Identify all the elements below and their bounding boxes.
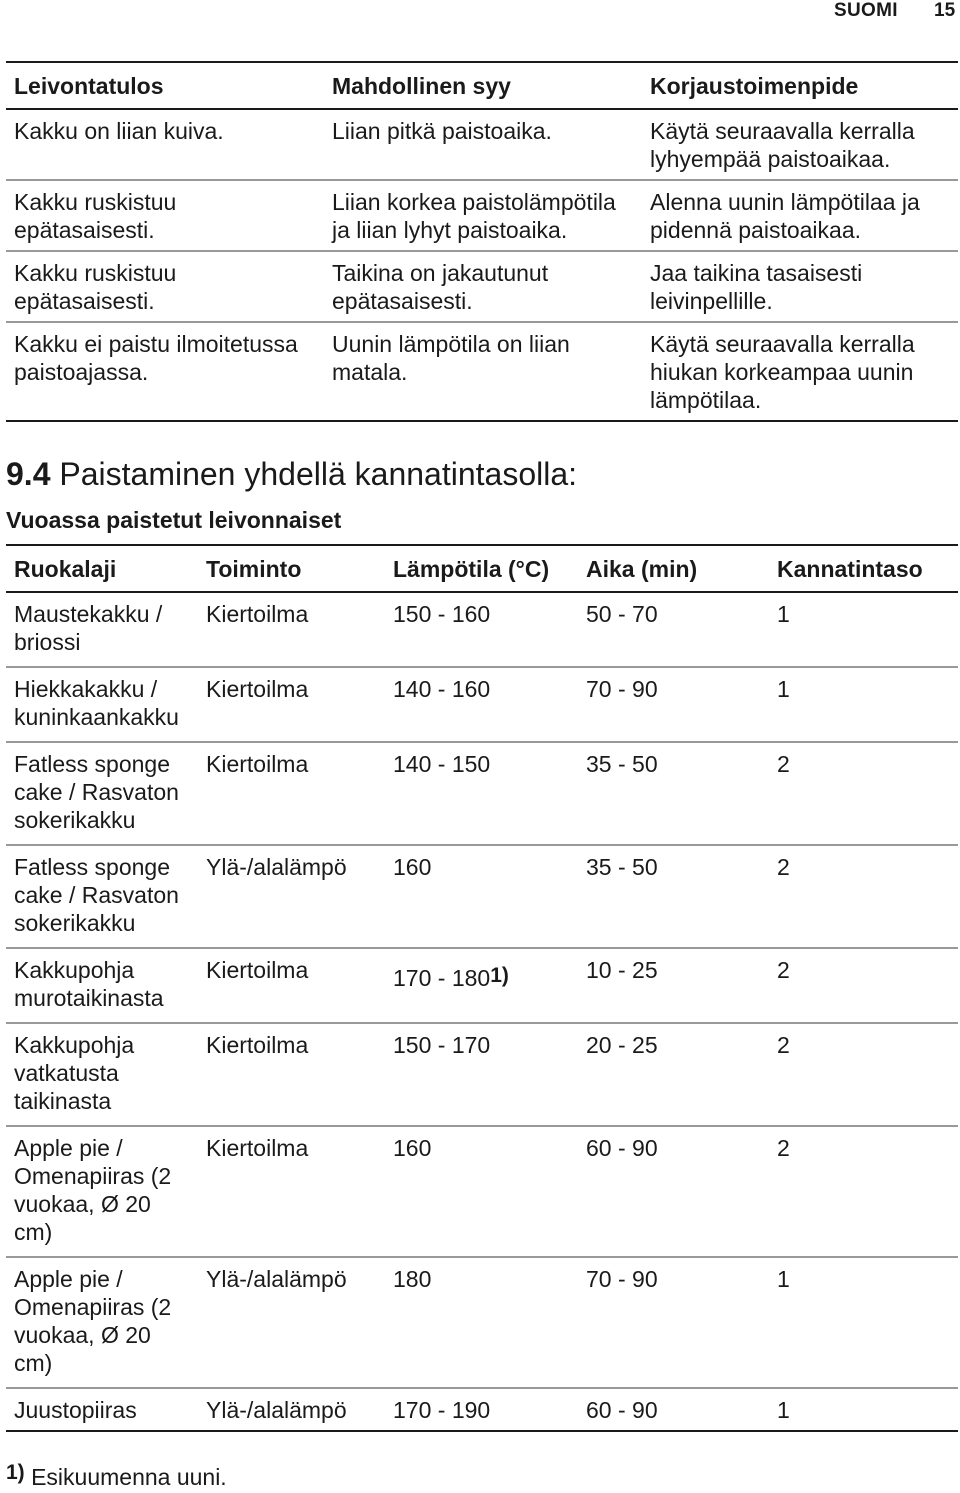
- level-cell: 2: [777, 957, 790, 983]
- table-header-row: [6, 545, 958, 592]
- cause-cell: Uunin lämpötila on liian matala.: [332, 331, 570, 385]
- time-cell: 20 - 25: [586, 1032, 658, 1058]
- dish-cell: Apple pie / Omenapiiras (2 vuokaa, Ø 20 cm): [14, 1135, 172, 1245]
- temperature-cell: 160: [393, 854, 432, 880]
- result-cell: Kakku on liian kuiva.: [14, 118, 224, 144]
- temperature-cell: 170 - 190: [393, 1397, 491, 1423]
- dish-cell: Fatless sponge cake / Rasvaton sokerikakku: [14, 854, 179, 936]
- dish-cell: Fatless sponge cake / Rasvaton sokerikakku: [14, 751, 179, 833]
- remedy-cell: Käytä seuraavalla kerralla hiukan korkeampaa uunin lämpötilaa.: [650, 331, 915, 413]
- table-row: [6, 322, 958, 421]
- level-cell: 2: [777, 854, 790, 880]
- table-row: [6, 1257, 958, 1388]
- header-language: SUOMI: [834, 0, 898, 21]
- table-row: [6, 109, 958, 180]
- temperature-cell: 160: [393, 1135, 432, 1161]
- temperature-cell: 150 - 170: [393, 1032, 491, 1058]
- table-row: [6, 1023, 958, 1126]
- temperature-value: 170 - 180: [393, 965, 491, 991]
- column-header: Lämpötila (°C): [385, 545, 578, 592]
- function-cell: Kiertoilma: [206, 1135, 309, 1161]
- footnote-text: Esikuumenna uuni.: [31, 1464, 227, 1490]
- function-cell: Ylä-/alalämpö: [206, 1266, 347, 1292]
- dish-cell: Apple pie / Omenapiiras (2 vuokaa, Ø 20 cm): [14, 1266, 172, 1376]
- column-header: Aika (min): [578, 545, 769, 592]
- dish-cell: Maustekakku / briossi: [14, 601, 163, 655]
- column-header: Leivontatulos: [6, 62, 324, 109]
- table-row: [6, 180, 958, 251]
- table-row: [6, 251, 958, 322]
- time-cell: 50 - 70: [586, 601, 658, 627]
- column-header: Ruokalaji: [6, 545, 198, 592]
- time-cell: 70 - 90: [586, 676, 658, 702]
- column-header: Toiminto: [198, 545, 385, 592]
- time-cell: 35 - 50: [586, 854, 658, 880]
- function-cell: Ylä-/alalämpö: [206, 854, 347, 880]
- function-cell: Kiertoilma: [206, 676, 309, 702]
- remedy-cell: Jaa taikina tasaisesti leivinpellille.: [650, 260, 863, 314]
- result-cell: Kakku ruskistuu epätasaisesti.: [14, 260, 177, 314]
- cause-cell: Taikina on jakautunut epätasaisesti.: [332, 260, 549, 314]
- table-row: [6, 1126, 958, 1257]
- level-cell: 2: [777, 751, 790, 777]
- footnote-reference: 1): [490, 964, 509, 987]
- dish-cell: Hiekkakakku / kuninkaankakku: [14, 676, 179, 730]
- section-heading: [6, 455, 577, 493]
- column-header: Kannatintaso: [769, 545, 958, 592]
- section-number: 9.4: [6, 456, 51, 492]
- table-row: [6, 592, 958, 667]
- level-cell: 1: [777, 676, 790, 702]
- level-cell: 2: [777, 1032, 790, 1058]
- column-header: Mahdollinen syy: [324, 62, 642, 109]
- table-row: [6, 667, 958, 742]
- temperature-cell: 180: [393, 1266, 432, 1292]
- dish-cell: Juustopiiras: [14, 1397, 137, 1423]
- table-row: [6, 742, 958, 845]
- remedy-cell: Alenna uunin lämpötilaa ja pidennä paistoaikaa.: [650, 189, 920, 243]
- table-row: [6, 948, 958, 1023]
- table-header-row: [6, 62, 958, 109]
- result-cell: Kakku ei paistu ilmoitetussa paistoajassa.: [14, 331, 298, 385]
- time-cell: 60 - 90: [586, 1397, 658, 1423]
- time-cell: 70 - 90: [586, 1266, 658, 1292]
- function-cell: Kiertoilma: [206, 601, 309, 627]
- level-cell: 2: [777, 1135, 790, 1161]
- result-cell: Kakku ruskistuu epätasaisesti.: [14, 189, 177, 243]
- temperature-cell: 150 - 160: [393, 601, 491, 627]
- cause-cell: Liian pitkä paistoaika.: [332, 118, 552, 144]
- baking-table: [6, 544, 958, 1432]
- time-cell: 35 - 50: [586, 751, 658, 777]
- function-cell: Kiertoilma: [206, 1032, 309, 1058]
- page-number: 15: [934, 0, 956, 21]
- function-cell: Kiertoilma: [206, 957, 309, 983]
- function-cell: Ylä-/alalämpö: [206, 1397, 347, 1423]
- section-title: Paistaminen yhdellä kannatintasolla:: [59, 456, 578, 492]
- page-header: [0, 0, 960, 26]
- table-row: [6, 1388, 958, 1431]
- table-row: [6, 845, 958, 948]
- time-cell: 60 - 90: [586, 1135, 658, 1161]
- function-cell: Kiertoilma: [206, 751, 309, 777]
- section-subtitle: Vuoassa paistetut leivonnaiset: [6, 507, 342, 533]
- dish-cell: Kakkupohja murotaikinasta: [14, 957, 164, 1011]
- temperature-cell: 140 - 160: [393, 676, 491, 702]
- level-cell: 1: [777, 601, 790, 627]
- footnote-mark: 1): [6, 1461, 25, 1484]
- remedy-cell: Käytä seuraavalla kerralla lyhyempää paistoaikaa.: [650, 118, 915, 172]
- level-cell: 1: [777, 1266, 790, 1292]
- column-header: Korjaustoimenpide: [642, 62, 958, 109]
- footnote: [6, 1458, 227, 1492]
- dish-cell: Kakkupohja vatkatusta taikinasta: [14, 1032, 135, 1114]
- temperature-cell: 140 - 150: [393, 751, 491, 777]
- troubleshooting-table: [6, 61, 958, 422]
- temperature-cell: [385, 948, 578, 1023]
- level-cell: 1: [777, 1397, 790, 1423]
- time-cell: 10 - 25: [586, 957, 658, 983]
- cause-cell: Liian korkea paistolämpötila ja liian lyhyt paistoaika.: [332, 189, 616, 243]
